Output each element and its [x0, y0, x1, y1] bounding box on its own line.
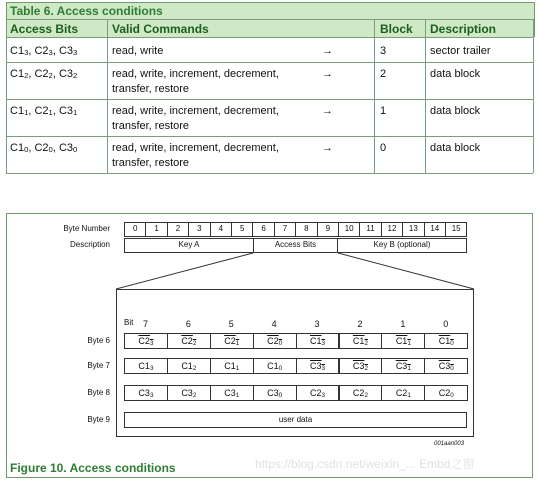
access-bit-cell: $C2_0$ [424, 385, 468, 401]
byte-number-cell: 9 [317, 222, 339, 237]
byte-number-cell: 10 [338, 222, 360, 237]
row-arrow: → [322, 105, 333, 117]
row-block: 2 [380, 68, 387, 80]
access-bit-cell: $C2_3$ [296, 385, 340, 401]
description-label: Description [69, 240, 110, 249]
access-bit-cell: $C2_2$ [339, 385, 383, 401]
bit-number: 7 [142, 319, 148, 329]
row-arrow: → [322, 68, 333, 80]
bit-label: Bit [124, 318, 134, 327]
byte-number-cell: 12 [381, 222, 403, 237]
byte-number-label: Byte Number [63, 224, 110, 233]
byte-number-cell: 15 [445, 222, 467, 237]
access-bit-cell: $C1_3$ [124, 358, 168, 374]
access-bit-cell: $C3_3$ [124, 385, 168, 401]
byte-number-cell: 2 [167, 222, 189, 237]
row-access-bits: $C1_1$, $C2_1$, $C3_1$ [10, 105, 78, 117]
access-bit-cell: $C2_3$ [124, 333, 168, 349]
byte-number-cell: 6 [252, 222, 274, 237]
row-access-bits: $C1_0$, $C2_0$, $C3_0$ [10, 142, 78, 154]
access-bit-cell: $C3_1$ [381, 358, 425, 374]
figure-caption: Figure 10. Access conditions [10, 461, 176, 475]
bit-number: 1 [400, 319, 406, 329]
access-bit-cell: $C1_2$ [167, 358, 211, 374]
header-description: Description [430, 22, 497, 36]
user-data-cell: user data [124, 412, 467, 428]
watermark: https://blog.csdn.net/weixin_... Embd之窗 [255, 457, 475, 471]
key-b-segment: Key B (optional) [337, 238, 467, 253]
access-bit-cell: $C3_1$ [210, 385, 254, 401]
bit-number: 5 [228, 319, 234, 329]
table-title: Table 6. Access conditions [10, 4, 163, 18]
row-block: 3 [380, 45, 387, 57]
row-description: data block [430, 68, 481, 80]
access-bit-cell: $C1_3$ [296, 333, 340, 349]
row-command-line2: transfer, restore [112, 83, 190, 95]
access-bit-cell: $C1_1$ [210, 358, 254, 374]
row-description: sector trailer [430, 45, 491, 57]
row-command-line1: read, write [112, 45, 164, 57]
byte-number-cell: 14 [424, 222, 446, 237]
access-bits-segment: Access Bits [253, 238, 338, 253]
key-a-segment: Key A [124, 238, 254, 253]
figure-code: 001aan003 [434, 441, 465, 447]
access-bit-cell: $C2_0$ [253, 333, 297, 349]
row-access-bits: $C1_2$, $C2_2$, $C3_2$ [10, 68, 78, 80]
access-bit-cell: $C3_3$ [296, 358, 340, 374]
byte-number-cell: 1 [145, 222, 167, 237]
access-bit-cell: $C3_0$ [253, 385, 297, 401]
access-bit-cell: $C3_0$ [424, 358, 468, 374]
access-bit-cell: $C3_2$ [339, 358, 383, 374]
row-command-line2: transfer, restore [112, 120, 190, 132]
access-bit-cell: $C2_2$ [167, 333, 211, 349]
access-bit-cell: $C1_0$ [253, 358, 297, 374]
row-command-line2: transfer, restore [112, 157, 190, 169]
access-bit-cell: $C1_1$ [381, 333, 425, 349]
bit-number: 0 [443, 319, 449, 329]
row-block: 0 [380, 142, 387, 154]
access-bit-cell: $C2_1$ [381, 385, 425, 401]
byte-number-cell: 8 [295, 222, 317, 237]
bit-number: 3 [314, 319, 320, 329]
access-bit-cell: $C3_2$ [167, 385, 211, 401]
bit-number: 6 [185, 319, 191, 329]
byte-9-label: Byte 9 [87, 415, 110, 424]
row-command-line1: read, write, increment, decrement, [112, 105, 279, 117]
byte-number-cell: 7 [274, 222, 296, 237]
byte-number-cell: 11 [359, 222, 381, 237]
byte-number-cell: 13 [402, 222, 424, 237]
row-access-bits: $C1_3$, $C2_3$, $C3_3$ [10, 45, 78, 57]
byte-row-label: Byte 8 [87, 388, 110, 397]
byte-row-label: Byte 7 [87, 361, 110, 370]
row-command-line1: read, write, increment, decrement, [112, 142, 279, 154]
bit-number: 4 [271, 319, 277, 329]
row-arrow: → [322, 45, 333, 57]
access-bit-cell: $C1_0$ [424, 333, 468, 349]
row-block: 1 [380, 105, 387, 117]
row-description: data block [430, 105, 481, 117]
access-bit-cell: $C1_2$ [339, 333, 383, 349]
row-arrow: → [322, 142, 333, 154]
header-valid-commands: Valid Commands [112, 22, 209, 36]
access-bit-cell: $C2_1$ [210, 333, 254, 349]
bit-number: 2 [357, 319, 363, 329]
header-block: Block [380, 22, 413, 36]
row-command-line1: read, write, increment, decrement, [112, 68, 279, 80]
header-access-bits: Access Bits [10, 22, 79, 36]
row-description: data block [430, 142, 481, 154]
byte-number-cell: 0 [124, 222, 146, 237]
byte-number-cell: 3 [188, 222, 210, 237]
byte-number-cell: 5 [231, 222, 253, 237]
byte-number-cell: 4 [210, 222, 232, 237]
byte-row-label: Byte 6 [87, 336, 110, 345]
